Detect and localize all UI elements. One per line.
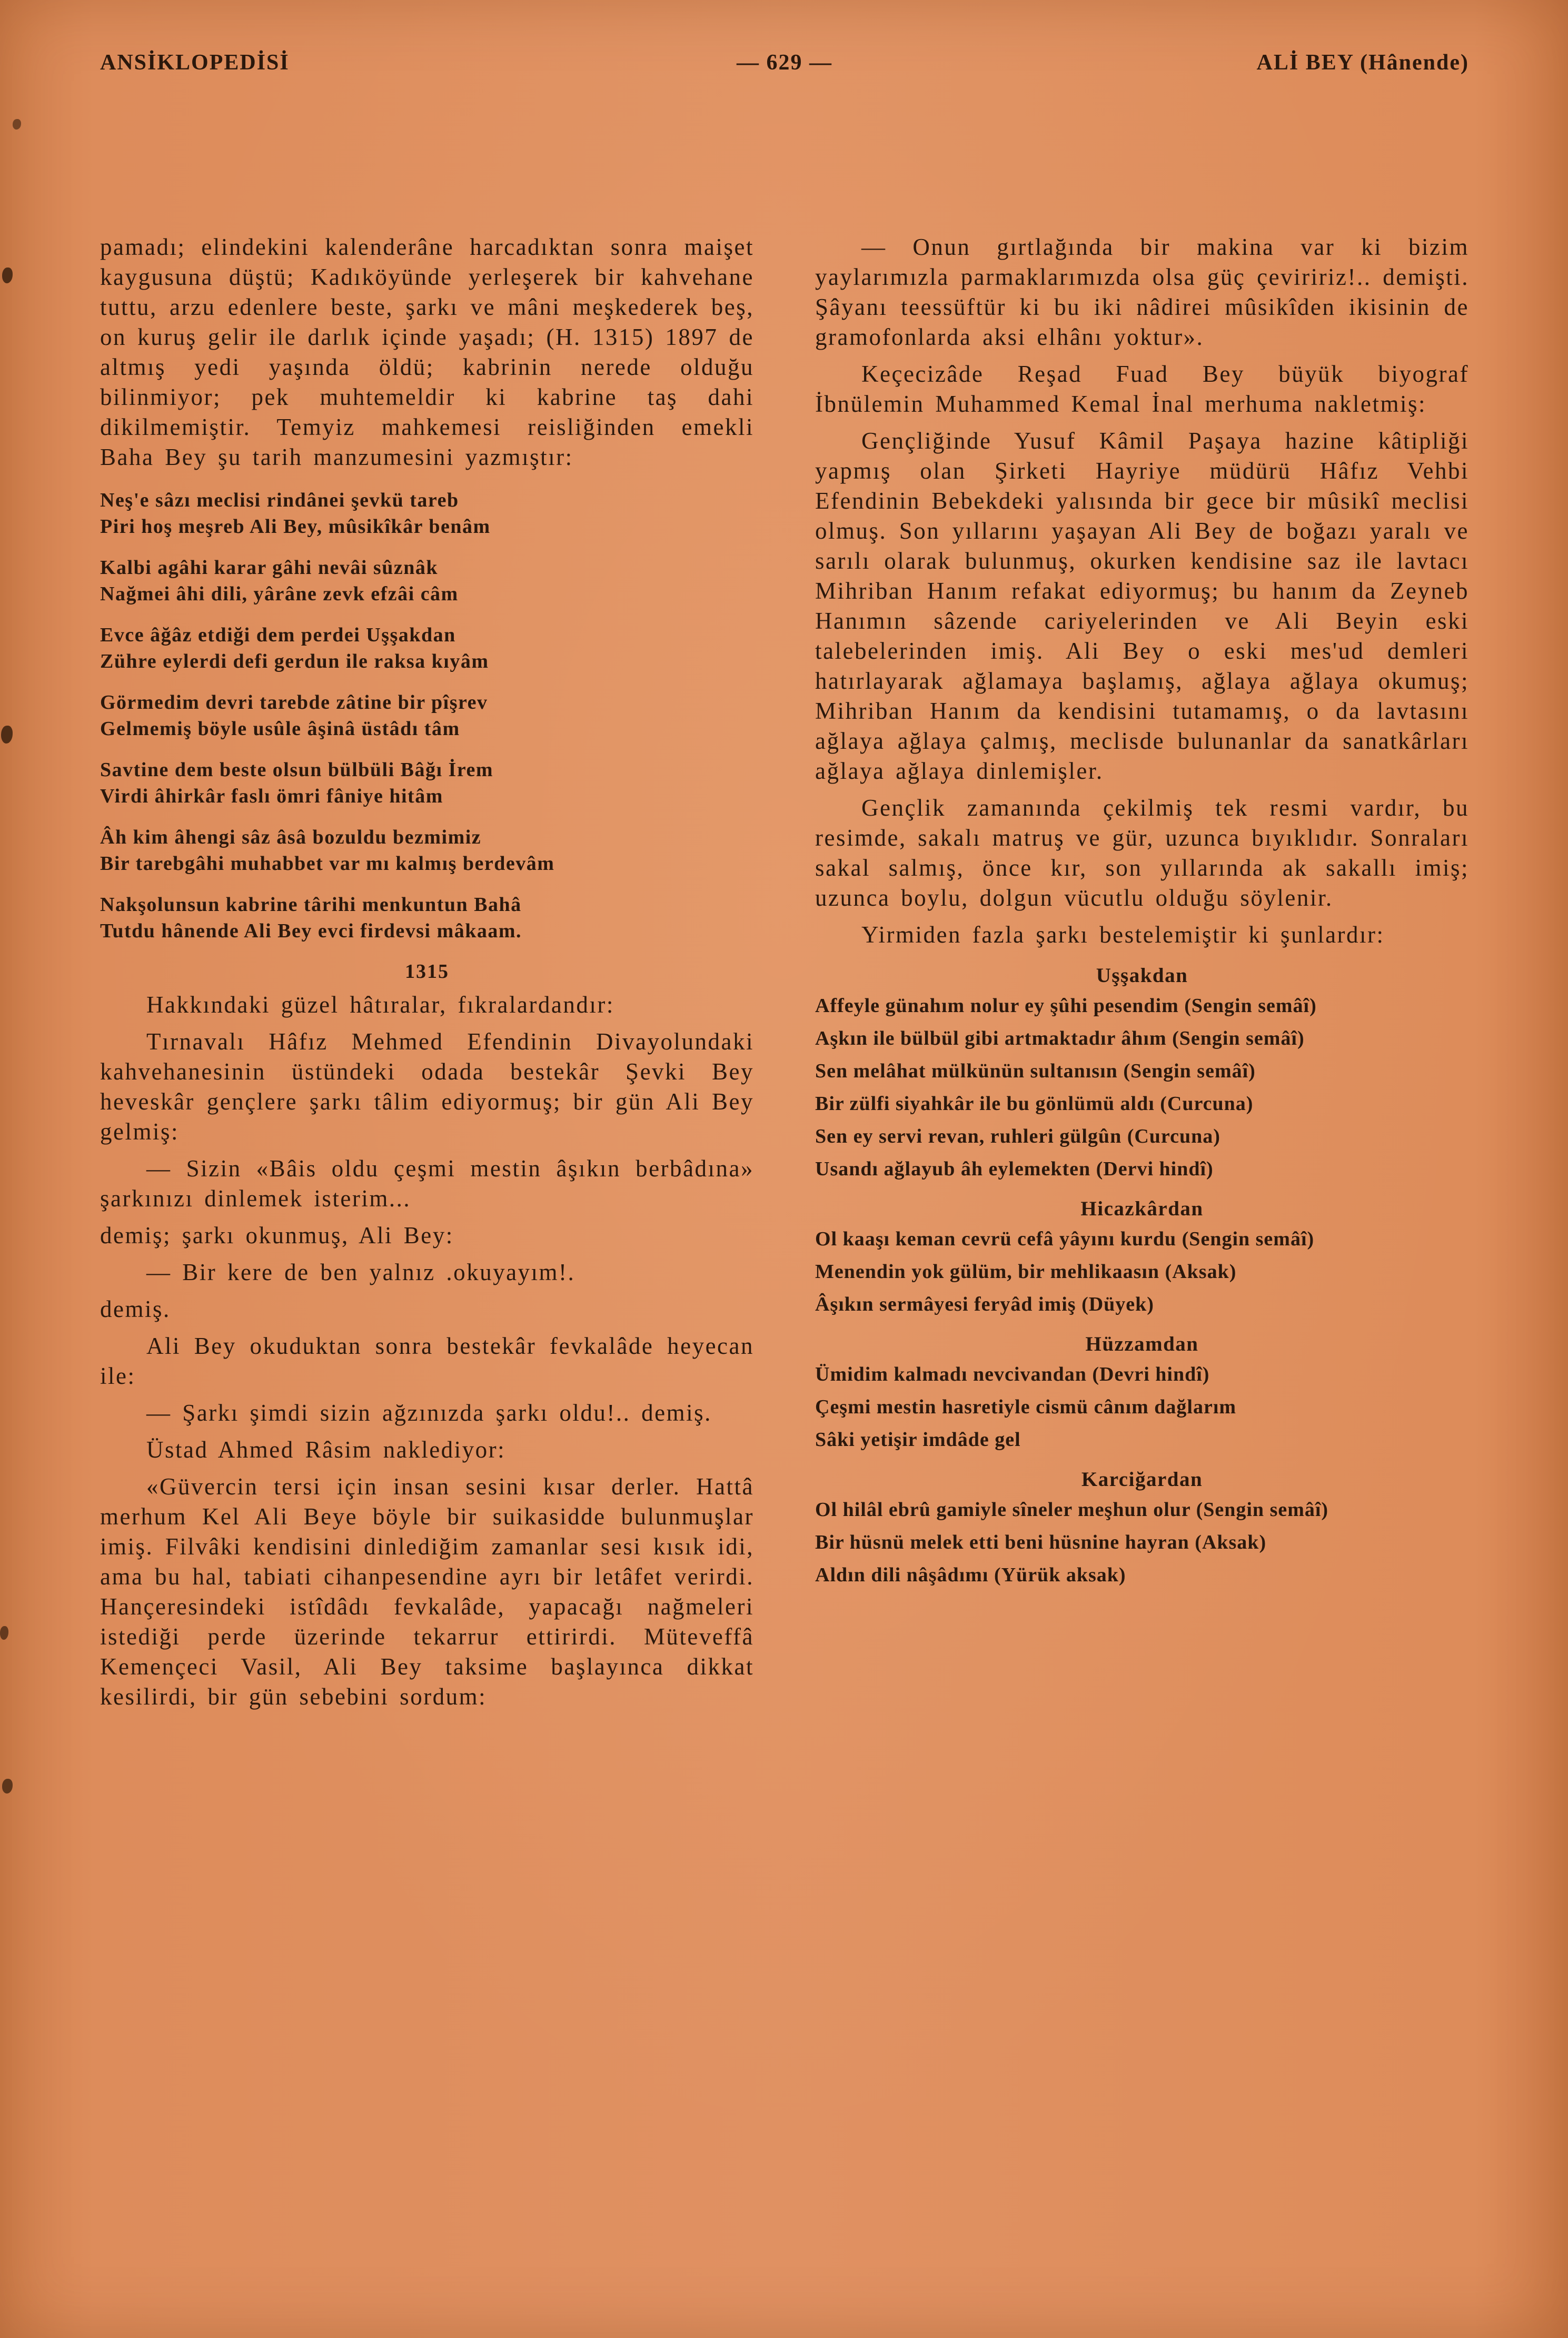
verse-couplet (100, 824, 754, 877)
paragraph: Hakkındaki güzel hâtıralar, fıkralardandır: (146, 992, 614, 1018)
left-column (100, 232, 754, 1712)
text-columns (100, 232, 1469, 1712)
song-entry: Aşkın ile bülbül gibi artmaktadır âhım (Sengin semâî) (815, 1027, 1305, 1049)
makam-heading: Uşşakdan (1096, 964, 1188, 987)
song-entry: Ümidim kalmadı nevcivandan (Devri hindî) (815, 1363, 1210, 1385)
paragraph: Üstad Ahmed Râsim naklediyor: (146, 1437, 506, 1463)
verse-couplet (100, 487, 754, 540)
verse-line: Bir tarebgâhi muhabbet var mı kalmış berdevâm (100, 853, 555, 875)
verse-couplet (100, 689, 754, 742)
paragraph: Ali Bey okuduktan sonra bestekâr fevkalâde heyecan ile: (100, 1333, 754, 1389)
right-column (815, 232, 1469, 1712)
header-entry-title: ALİ BEY (Hânende) (1256, 51, 1469, 75)
chronogram-date: 1315 (405, 960, 449, 983)
verse-line: Nağmei âhi dili, yârâne zevk efzâi câm (100, 583, 459, 605)
makam-heading: Hüzzamdan (1085, 1333, 1199, 1355)
verse-line: Savtine dem beste olsun bülbüli Bâğı İrem (100, 759, 494, 781)
verse-couplet (100, 757, 754, 809)
paragraph: Gençliğinde Yusuf Kâmil Paşaya hazine kâtipliği yapmış olan Şirketi Hayriye müdürü Hâfız Vehbi Efendinin Bebekdeki yalısında bir gece bir mûsikî meclisi olmuş. Son yıllarını yaşayan Ali Bey de boğazı yaralı ve sarılı olarak bulunmuş, okurken kendisine saz ile lavtacı Mihriban Hanım refakat ediyormuş; bu hanım da Zeyneb Hanımın sâzende cariyelerinden ve Ali Beyin eski talebelerinden imiş. Ali Bey o eski mes'ud demleri hatırlayarak ağlamaya başlamış, ağlaya ağlaya okumuş; Mihriban Hanım da kendisini tutamamış, o da lavtasını ağlaya ağlaya çalmış, meclisde bulunanlar da sanatkârları ağlaya ağlaya dinlemişler. (815, 428, 1469, 784)
song-entry: Sen ey servi revan, ruhleri gülgûn (Curcuna) (815, 1125, 1220, 1147)
song-entry: Bir hüsnü melek etti beni hüsnine hayran (Aksak) (815, 1531, 1267, 1553)
song-entry: Sâki yetişir imdâde gel (815, 1429, 1021, 1451)
dialogue-line: — Şarkı şimdi sizin ağzınızda şarkı oldu!.. demiş. (146, 1400, 712, 1426)
song-entry: Usandı ağlayub âh eylemekten (Dervi hindî) (815, 1158, 1214, 1180)
verse-line: Kalbi agâhi karar gâhi nevâi sûznâk (100, 557, 438, 579)
verse-couplet (100, 891, 754, 944)
header-work-title: ANSİKLOPEDİSİ (100, 51, 290, 75)
paragraph: «Güvercin tersi için insan sesini kısar derler. Hattâ merhum Kel Ali Beye böyle bir suikasidde bulunmuşlar imiş. Filvâki kendisini dinlediğim zamanlar sesi kısık idi, ama bu hal, tabiati cihanpesendine ayrı bir letâfet verirdi. Hançeresindeki istîdâdı fevkalâde, yapacağı nağmeleri istediği perde üzerinde tekarrur ettirirdi. Müteveffâ Kemençeci Vasil, Ali Bey taksime başlayınca dikkat kesilirdi, bir gün sebebini sordum: (100, 1473, 754, 1710)
song-entry: Çeşmi mestin hasretiyle cismü cânım dağlarım (815, 1396, 1237, 1418)
song-entry: Ol hilâl ebrû gamiyle sîneler meşhun olur (Sengin semâî) (815, 1499, 1329, 1521)
paragraph: Keçecizâde Reşad Fuad Bey büyük biyograf İbnülemin Muhammed Kemal İnal merhuma nakletmiş: (815, 361, 1469, 417)
verse-line: Neş'e sâzı meclisi rindânei şevkü tareb (100, 489, 459, 511)
dialogue-line: — Sizin «Bâis oldu çeşmi mestin âşıkın berbâdına» şarkınızı dinlemek isterim... (100, 1155, 754, 1212)
song-entry: Sen melâhat mülkünün sultanısın (Sengin semâî) (815, 1060, 1256, 1082)
paragraph: Gençlik zamanında çekilmiş tek resmi vardır, bu resimde, sakalı matruş ve gür, uzunca bıyıklıdır. Sonraları sakal salmış, önce kır, son yıllarında ak sakallı imiş; uzunca boylu, dolgun vücutlu olduğu söylenir. (815, 795, 1469, 911)
header-page-number: — 629 — (737, 51, 832, 75)
song-entry: Menendin yok gülüm, bir mehlikaasın (Aksak) (815, 1261, 1237, 1283)
verse-line: Gelmemiş böyle usûle âşinâ üstâdı tâm (100, 718, 460, 740)
verse-line: Âh kim âhengi sâz âsâ bozuldu bezmimiz (100, 826, 482, 848)
verse-line: Tutdu hânende Ali Bey evci firdevsi mâkaam. (100, 920, 522, 942)
verse-couplet (100, 554, 754, 607)
paragraph: pamadı; elindekini kalenderâne harcadıktan sonra maişet kaygusuna düştü; Kadıköyünde yerleşerek bir kahvehane tuttu, arzu edenlere beste, şarkı ve mâni meşkederek beş, on kuruş gelir ile darlık içinde yaşadı; (H. 1315) 1897 de altmış yedi yaşında öldü; kabrinin nerede olduğu bilinmiyor; pek muhtemeldir ki kabrine taş dahi dikilmemiştir. Temyiz mahkemesi reisliğinden emekli Baha Bey şu tarih manzumesini yazmıştır: (100, 234, 754, 470)
dialogue-line: — Onun gırtlağında bir makina var ki bizim yaylarımızla parmaklarımızda olsa güç çeviririz!.. demişti. Şâyanı teessüftür ki bu iki nâdirei mûsikîden ikisinin de gramofonlarda aksi elhânı yoktur». (815, 234, 1469, 350)
verse-line: Evce âğâz etdiği dem perdei Uşşakdan (100, 624, 456, 646)
song-entry: Âşıkın sermâyesi feryâd imiş (Düyek) (815, 1293, 1154, 1315)
dialogue-line: — Bir kere de ben yalnız .okuyayım!. (146, 1259, 575, 1285)
makam-heading: Karciğardan (1081, 1468, 1203, 1491)
paragraph: demiş; şarkı okunmuş, Ali Bey: (100, 1222, 454, 1249)
song-entry: Ol kaaşı keman cevrü cefâ yâyını kurdu (Sengin semâî) (815, 1228, 1315, 1250)
verse-couplet (100, 622, 754, 675)
page-header (100, 50, 1469, 75)
paragraph: Yirmiden fazla şarkı bestelemiştir ki şunlardır: (861, 922, 1385, 948)
verse-line: Piri hoş meşreb Ali Bey, mûsikîkâr benâm (100, 516, 491, 538)
song-entry: Bir zülfi siyahkâr ile bu gönlümü aldı (Curcuna) (815, 1093, 1254, 1115)
paragraph: Tırnavalı Hâfız Mehmed Efendinin Divayolundaki kahvehanesinin üstündeki odada bestekâr Şevki Bey heveskâr gençlere şarkı tâlim ediyormuş; bir gün Ali Bey gelmiş: (100, 1028, 754, 1145)
song-entry: Aldın dili nâşâdımı (Yürük aksak) (815, 1564, 1126, 1586)
verse-line: Nakşolunsun kabrine târihi menkuntun Bahâ (100, 894, 522, 916)
verse-line: Görmedim devri tarebde zâtine bir pîşrev (100, 691, 488, 714)
verse-line: Zühre eylerdi defi gerdun ile raksa kıyâm (100, 650, 489, 672)
verse-line: Virdi âhirkâr faslı ömri fâniye hitâm (100, 785, 443, 807)
paragraph: demiş. (100, 1296, 171, 1322)
song-entry: Affeyle günahım nolur ey şûhi pesendim (Sengin semâî) (815, 995, 1317, 1017)
makam-heading: Hicazkârdan (1080, 1197, 1204, 1220)
